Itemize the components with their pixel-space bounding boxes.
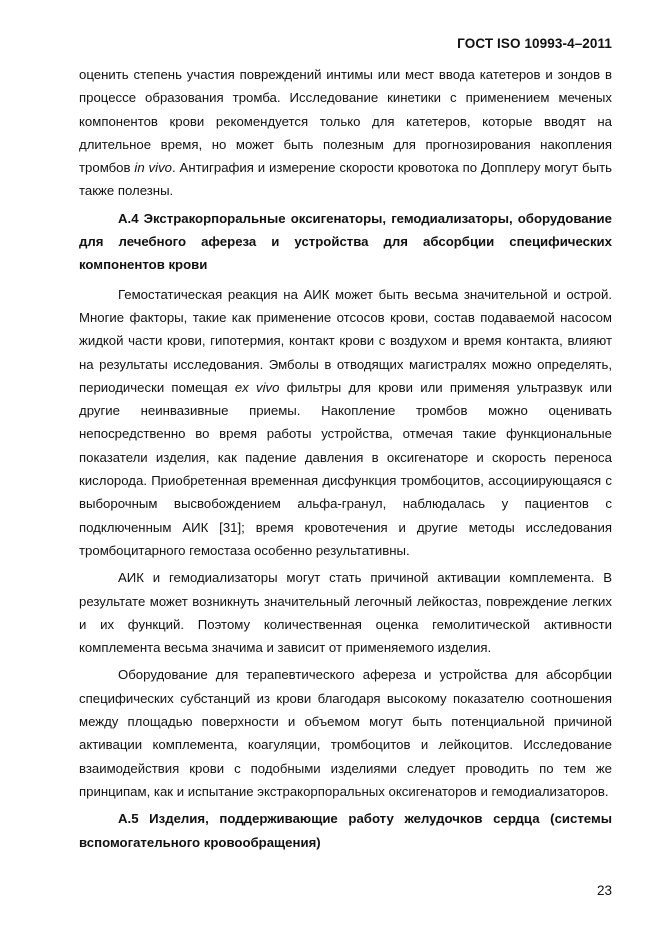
page-number: 23 — [596, 883, 612, 898]
italic-term: ex vivo — [234, 379, 280, 395]
text-run: АИК и гемодиализаторы могут стать причиной активации комплемента. В результате может возникнуть значительный легочный лейкостаз, повреждение легких и их функций. Поэтому количественная оценка гемолитической активности комплемента весьма значима и зависит от применяемого изделия. — [79, 570, 612, 656]
text-run: А.5 Изделия, поддерживающие работу желудочков сердца (системы вспомогательного кровообращения) — [79, 811, 612, 850]
section-heading-a4 — [79, 207, 612, 277]
text-run: . Антиграфия и измерение скорости кровотока по Допплеру могут быть также полезны. — [79, 160, 612, 199]
italic-term: in vivo — [134, 160, 173, 176]
document-body — [79, 63, 612, 854]
text-run: фильтры для крови или применяя ультразвук или другие неинвазивные приемы. Накопление тромбов можно оценивать непосредственно во время работы устройства, отмечая такие функциональные показатели изделия, как падение давления в оксигенаторе и скорость переноса кислорода. Приобретенная временная дисфункция тромбоцитов, ассоциирующаяся с выборочным высвобождением альфа-гранул, наблюдалась у пациентов с подключенным АИК [31]; время кровотечения и другие методы исследования тромбоцитарного гемостаза особенно результативны. — [79, 379, 613, 558]
paragraph-hemostatic-reaction — [79, 283, 612, 563]
paragraph-complement-activation — [79, 566, 612, 659]
text-run: Оборудование для терапевтического афереза и устройства для абсорбции специфических субстанций из крови благодаря высокому показателю соотношения между площадью поверхности и объемом могут быть потенциальной причиной активации комплемента, коагуляции, тромбоцитов и лейкоцитов. Исследование взаимодействия крови с подобными изделиями следует проводить по тем же принципам, как и испытание экстракорпоральных оксигенаторов и гемодиализаторов. — [79, 667, 612, 799]
text-run: оценить степень участия повреждений интимы или мест ввода катетеров и зондов в процессе образования тромба. Исследование кинетики с применением меченых компонентов крови рекомендуется только для катетеров, которые вводят на длительное время, но может быть полезным для прогнозирования накопления тромбов — [79, 67, 612, 176]
document-header: ГОСТ ISO 10993-4–2011 — [457, 36, 612, 51]
text-run: Гемостатическая реакция на АИК может быть весьма значительной и острой. Многие факторы, такие как применение отсосов крови, состав подаваемой насосом жидкой части крови, гипотермия, контакт крови с воздухом и время контакта, влияют на результаты исследования. Эмболы в отводящих магистралях можно определять, периодически помещая — [79, 286, 612, 395]
paragraph-intro — [79, 63, 612, 203]
section-heading-a5 — [79, 807, 612, 854]
paragraph-apheresis-equipment — [79, 663, 612, 803]
text-run: А.4 Экстракорпоральные оксигенаторы, гемодиализаторы, оборудование для лечебного афереза и устройства для абсорбции специфических компонентов крови — [79, 210, 612, 273]
